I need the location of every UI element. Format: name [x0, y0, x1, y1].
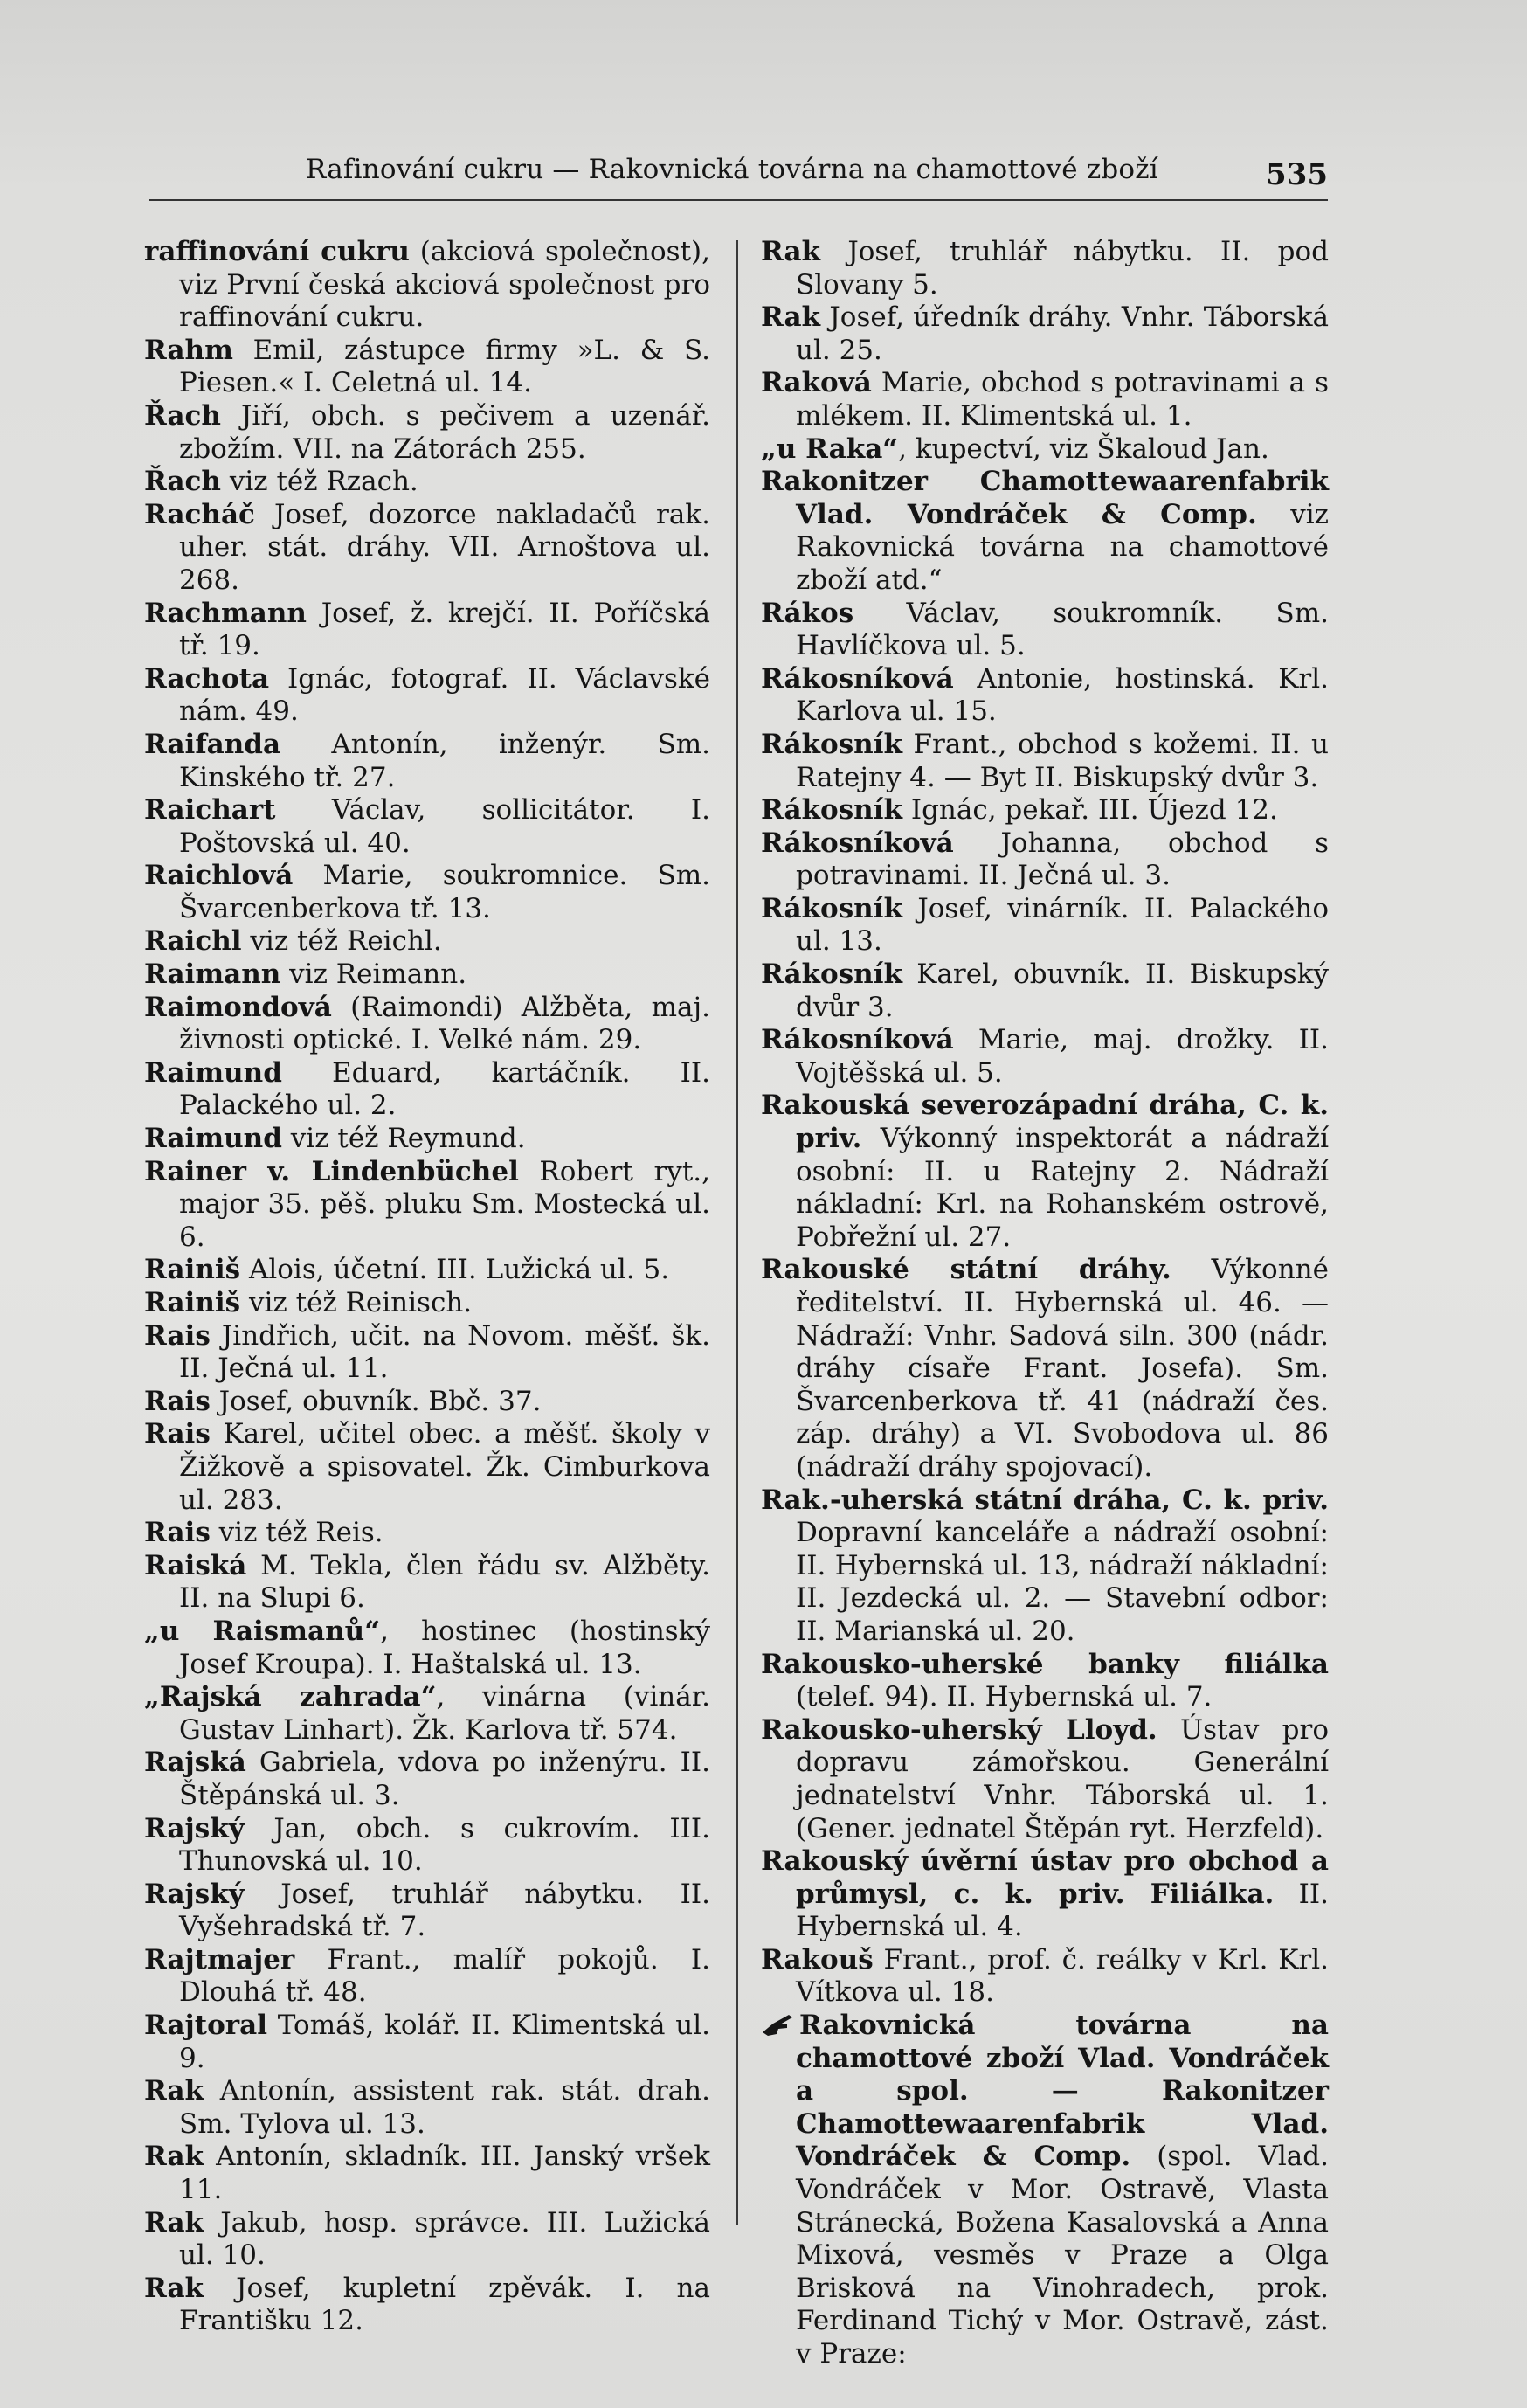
left-column [144, 236, 710, 2338]
directory-entry [144, 2010, 710, 2075]
directory-entry [144, 663, 710, 729]
entry-details: Marie, maj. drožky. II. Vojtěšská ul. 5. [796, 1024, 1329, 1089]
entry-name: Rákos [761, 597, 854, 629]
entry-name: Rákosník [761, 958, 902, 991]
entry-name: Rais [144, 1517, 211, 1549]
entry-name: Raková [761, 367, 872, 399]
entry-name: Rahm [144, 334, 233, 366]
entry-details: Ignác, pekař. III. Újezd 12. [902, 794, 1278, 827]
entry-details: (spol. Vlad. Vondráček v Mor. Ostravě, Vlasta Stránecká, Božena Kasalovská a Anna Mixová, vesměs v Praze a Olga Brisková na Vinohradech, prok. Ferdinand Tichý v Mor. Ostravě, zást. v Praze: [796, 2141, 1329, 2370]
entry-details: Karel, obuvník. II. Biskupský dvůr 3. [796, 958, 1329, 1023]
entry-name: Řach [144, 466, 221, 498]
entry-name: Rainiš [144, 1254, 241, 1286]
entry-name: Rajský [144, 1812, 245, 1844]
directory-entry [761, 663, 1329, 729]
entry-details: Jakub, hosp. správce. III. Lužická ul. 10. [179, 2206, 710, 2272]
entry-details: Robert ryt., major 35. pěš. pluku Sm. Mostecká ul. 6. [179, 1155, 710, 1253]
entry-details: , vinárna (vinár. Gustav Linhart). Žk. Karlova tř. 574. [179, 1681, 710, 1746]
entry-details: Výkonné ředitelství. II. Hybernská ul. 46. — Nádraží: Vnhr. Sadová siln. 300 (nádr. dráhy císaře Frant. Josefa). Sm. Švarcenberkova tř. 41 (nádraží čes. záp. dráhy) a VI. Svobodova ul. 86 (nádraží dráhy spojovací). [796, 1254, 1329, 1483]
directory-entry [761, 433, 1329, 467]
entry-details: , kupectví, viz Škaloud Jan. [898, 432, 1269, 465]
entry-name: Raimondová [144, 991, 332, 1023]
entry-details: Tomáš, kolář. II. Klimentská ul. 9. [179, 2010, 710, 2074]
directory-entry [144, 499, 710, 598]
entry-details: Antonie, hostinská. Krl. Karlova ul. 15. [796, 662, 1329, 728]
entry-name: Rak [144, 2141, 204, 2173]
directory-entry [761, 1254, 1329, 1484]
directory-entry [144, 466, 710, 499]
directory-entry [144, 1944, 710, 2010]
directory-entry [144, 2141, 710, 2206]
directory-entry [761, 1484, 1329, 1649]
entry-name: Rákosníková [761, 1024, 954, 1056]
entry-details: Ignác, fotograf. II. Václavské nám. 49. [179, 662, 710, 728]
entry-details: Marie, obchod s potravinami a s mlékem. II. Klimentská ul. 1. [796, 367, 1329, 432]
entry-name: Raimund [144, 1123, 282, 1155]
entry-name: Rajtmajer [144, 1943, 295, 1976]
entry-details: Výkonný inspektorát a nádraží osobní: II. u Ratejny 2. Nádraží nákladní: Krl. na Rohanském ostrově, Pobřežní ul. 27. [796, 1123, 1329, 1253]
entry-name: Rákosník [761, 892, 902, 924]
directory-entry [144, 1057, 710, 1123]
entry-name: Rakouský úvěrní ústav pro obchod a průmysl, c. k. priv. Filiálka. [761, 1845, 1329, 1910]
entry-name: Raichlová [144, 860, 294, 892]
entry-details: Josef, truhlář nábytku. II. pod Slovany 5. [796, 236, 1329, 301]
directory-entry [761, 1845, 1329, 1944]
directory-entry [144, 598, 710, 663]
entry-details: Josef, dozorce nakladačů rak. uher. stát. dráhy. VII. Arnoštova ul. 268. [179, 498, 710, 596]
entry-details: Antonín, inženýr. Sm. Kinského tř. 27. [179, 728, 710, 793]
entry-name: Rak [761, 236, 821, 267]
entry-details: viz též Reinisch. [240, 1287, 473, 1318]
entry-details: II. Hybernská ul. 4. [796, 1878, 1329, 1943]
entry-name: Rak [144, 2206, 204, 2238]
directory-entry [144, 1418, 710, 1517]
entry-details: Josef, obuvník. Bbč. 37. [210, 1385, 542, 1417]
entry-details: Frant., malíř pokojů. I. Dlouhá tř. 48. [179, 1943, 710, 2009]
entry-name: Rais [144, 1385, 211, 1417]
directory-entry [144, 1320, 710, 1386]
directory-entry [144, 860, 710, 925]
right-column [761, 236, 1329, 2371]
pointing-hand-icon [761, 2011, 796, 2038]
entry-name: Rais [144, 1418, 211, 1450]
entry-name: Rákosník [761, 794, 902, 827]
page-header [149, 147, 1328, 201]
entry-name: Rakouské státní dráhy. [761, 1254, 1171, 1286]
entry-name: Rak [144, 2272, 204, 2304]
entry-details: Václav, soukromník. Sm. Havlíčkova ul. 5. [796, 597, 1329, 662]
directory-entry [761, 1714, 1329, 1845]
directory-entry [144, 1386, 710, 1419]
directory-entry [761, 1649, 1329, 1714]
entry-name: Raiská [144, 1549, 247, 1581]
directory-entry [144, 1123, 710, 1156]
entry-name: Raichart [144, 794, 276, 827]
entry-name: Rákosník [761, 728, 902, 760]
entry-details: Alois, účetní. III. Lužická ul. 5. [240, 1254, 670, 1286]
entry-name: Rakouská severozápadní dráha, C. k. priv. [761, 1090, 1329, 1155]
directory-entry [144, 958, 710, 992]
directory-entry [761, 2010, 1329, 2371]
entry-details: viz též Reichl. [241, 925, 442, 958]
entry-name: Rais [144, 1319, 211, 1352]
entry-name: „Rajská zahrada“ [144, 1681, 437, 1713]
entry-details: Emil, zástupce firmy »L. & S. Piesen.« I. Celetná ul. 14. [179, 334, 710, 399]
entry-name: Racháč [144, 498, 255, 530]
directory-entry [761, 301, 1329, 367]
entry-name: Raichl [144, 925, 242, 958]
entry-details: Dopravní kanceláře a nádraží osobní: II. Hybernská ul. 13, nádraží nákladní: II. Jezdecká ul. 2. — Stavební odbor: II. Marianská ul. 20. [796, 1517, 1329, 1647]
directory-entry [761, 598, 1329, 663]
directory-entry [761, 794, 1329, 827]
directory-entry [144, 1156, 710, 1255]
directory-entry [761, 893, 1329, 958]
entry-details: Ústav pro dopravu zámořskou. Generální jednatelství Vnhr. Táborská ul. 1. (Gener. jednatel Štěpán ryt. Herzfeld). [796, 1713, 1329, 1844]
entry-name: Rainiš [144, 1287, 241, 1318]
directory-entry [144, 1517, 710, 1550]
column-divider [736, 240, 738, 2225]
entry-details: Antonín, skladník. III. Janský vršek 11. [179, 2141, 710, 2206]
entry-name: Rajský [144, 1878, 245, 1910]
entry-details: Frant., prof. č. reálky v Krl. Krl. Vítkova ul. 18. [796, 1943, 1329, 2009]
entry-name: „u Raismanů“ [144, 1615, 381, 1647]
directory-entry [144, 729, 710, 794]
directory-entry [144, 1813, 710, 1879]
entry-details: Josef, vinárník. II. Palackého ul. 13. [796, 892, 1329, 958]
entry-name: Rákosníková [761, 662, 954, 695]
directory-entry [144, 400, 710, 466]
directory-entry [144, 2075, 710, 2141]
directory-entry [761, 1024, 1329, 1090]
page-number: 535 [1266, 157, 1328, 192]
directory-entry [761, 236, 1329, 301]
entry-name: Rajská [144, 1747, 246, 1779]
directory-entry [144, 1550, 710, 1616]
directory-entry [144, 1681, 710, 1747]
entry-details: viz Rakovnická továrna na chamottové zboží atd.“ [796, 498, 1329, 596]
directory-entry [144, 236, 710, 335]
entry-name: Rak [761, 301, 821, 334]
entry-details: (akciová společnost), viz První česká akciová společnost pro raffinování cukru. [179, 236, 710, 334]
directory-entry [144, 2207, 710, 2273]
entry-name: Rak [144, 2075, 204, 2107]
entry-details: viz též Reymund. [281, 1123, 526, 1155]
directory-entry [144, 1287, 710, 1320]
directory-entry [144, 1879, 710, 1944]
entry-details: Johanna, obchod s potravinami. II. Ječná ul. 3. [796, 827, 1329, 892]
directory-entry [144, 2273, 710, 2338]
entry-details: (Raimondi) Alžběta, maj. živnosti optické. I. Velké nám. 29. [179, 991, 710, 1056]
entry-name: Rakousko-uherské banky filiálka [761, 1648, 1329, 1680]
running-head: Rafinování cukru — Rakovnická továrna na chamottové zboží [306, 154, 1158, 185]
directory-entry [144, 335, 710, 400]
directory-entry [144, 1254, 710, 1287]
entry-details: M. Tekla, člen řádu sv. Alžběty. II. na Slupi 6. [179, 1549, 710, 1615]
entry-name: Rakousko-uherský Lloyd. [761, 1713, 1157, 1746]
entry-name: Raimann [144, 958, 281, 991]
entry-name: Řach [144, 399, 221, 432]
entry-name: Rákosníková [761, 827, 954, 859]
directory-entry [144, 1616, 710, 1681]
entry-details: Frant., obchod s kožemi. II. u Ratejny 4. — Byt II. Biskupský dvůr 3. [796, 728, 1329, 793]
directory-entry [761, 466, 1329, 597]
directory-entry [761, 958, 1329, 1024]
entry-name: Raifanda [144, 728, 281, 760]
entry-name: „u Raka“ [761, 432, 899, 465]
directory-entry [761, 729, 1329, 794]
entry-details: (telef. 94). II. Hybernská ul. 7. [796, 1681, 1213, 1713]
directory-entry [761, 367, 1329, 432]
entry-details: Antonín, assistent rak. stát. drah. Sm. Tylova ul. 13. [179, 2075, 710, 2140]
directory-entry [144, 794, 710, 860]
directory-entry [761, 827, 1329, 893]
entry-details: viz Reimann. [280, 958, 467, 991]
entry-details: Josef, ž. krejčí. II. Poříčská tř. 19. [179, 597, 710, 662]
entry-name: Rachmann [144, 597, 307, 629]
entry-details: Václav, sollicitátor. I. Poštovská ul. 40. [179, 794, 710, 859]
directory-entry [144, 1747, 710, 1812]
entry-name: Rak.-uherská státní dráha, C. k. priv. [761, 1484, 1329, 1516]
entry-details: Jan, obch. s cukrovím. III. Thunovská ul. 10. [179, 1812, 710, 1878]
directory-entry [761, 1944, 1329, 2010]
entry-name: Rakonitzer Chamottewaarenfabrik Vlad. Vondráček & Comp. [761, 466, 1329, 530]
entry-name: Rakouš [761, 1943, 874, 1976]
entry-details: Jiří, obch. s pečivem a uzenář. zbožím. VII. na Zátorách 255. [179, 399, 710, 465]
entry-details: viz též Reis. [210, 1517, 383, 1549]
entry-details: Gabriela, vdova po inženýru. II. Štěpánská ul. 3. [179, 1747, 710, 1811]
entry-name: Rajtoral [144, 2010, 267, 2042]
directory-entry [144, 992, 710, 1057]
entry-name: raffinování cukru [144, 236, 410, 267]
directory-entry [761, 1090, 1329, 1254]
entry-name: Rakovnická továrna na chamottové zboží Vlad. Vondráček a spol. — Rakonitzer Chamottewaarenfabrik Vlad. Vondráček & Comp. [796, 2010, 1329, 2173]
entry-name: Rachota [144, 662, 270, 695]
entry-name: Rainer v. Lindenbüchel [144, 1155, 519, 1187]
entry-details: Josef, úředník dráhy. Vnhr. Táborská ul. 25. [796, 301, 1329, 366]
entry-details: , hostinec (hostinský Josef Kroupa). I. Haštalská ul. 13. [179, 1615, 710, 1680]
entry-details: Josef, truhlář nábytku. II. Vyšehradská tř. 7. [179, 1878, 710, 1943]
entry-details: Josef, kupletní zpěvák. I. na Františku 12. [179, 2272, 710, 2337]
directory-entry [144, 925, 710, 958]
entry-details: Jindřich, učit. na Novom. měšť. šk. II. Ječná ul. 11. [179, 1319, 710, 1385]
entry-details: viz též Rzach. [220, 466, 418, 498]
entry-details: Karel, učitel obec. a měšť. školy v Žižkově a spisovatel. Žk. Cimburkova ul. 283. [179, 1418, 710, 1516]
entry-details: Eduard, kartáčník. II. Palackého ul. 2. [179, 1056, 710, 1122]
entry-name: Raimund [144, 1056, 282, 1089]
entry-details: Marie, soukromnice. Sm. Švarcenberkova tř. 13. [179, 860, 710, 924]
